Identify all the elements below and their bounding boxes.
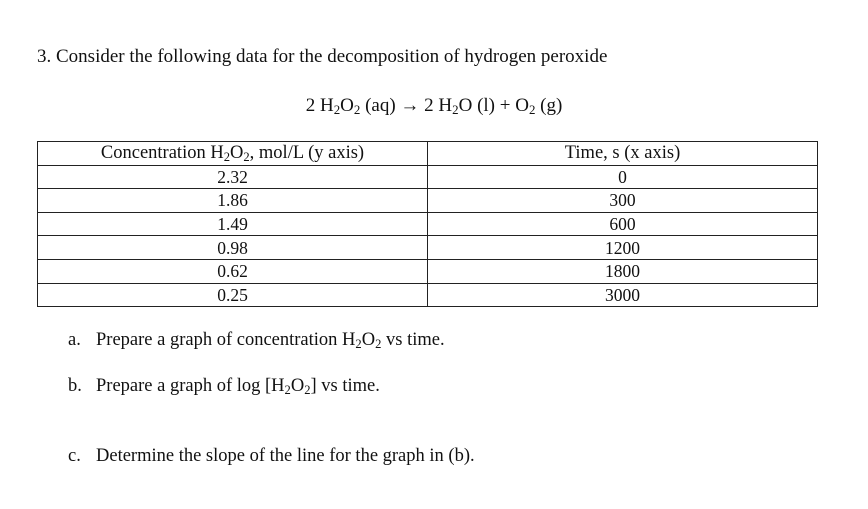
part-text: O: [361, 330, 376, 350]
equation-subscript: 2: [528, 102, 536, 118]
data-table: [37, 141, 818, 307]
time-cell: 600: [428, 212, 818, 236]
part-letter: b.: [68, 376, 82, 396]
time-cell: 0: [428, 165, 818, 189]
concentration-cell: 1.49: [38, 212, 428, 236]
part-subscript: 2: [284, 383, 291, 398]
part-subscript: 2: [355, 337, 362, 352]
header-time: Time, s (x axis): [428, 142, 818, 166]
part-a: [68, 330, 445, 351]
equation-part: (aq) → 2 H: [360, 95, 453, 116]
header-subscript: 2: [223, 150, 230, 165]
header-subscript: 2: [243, 150, 250, 165]
table-row: [38, 189, 818, 213]
part-subscript: 2: [375, 337, 382, 352]
part-b: [68, 376, 380, 397]
time-cell: 1800: [428, 259, 818, 283]
part-subscript: 2: [304, 383, 311, 398]
chemical-equation: [0, 95, 868, 117]
equation-part: 2 H: [305, 95, 334, 116]
equation-part: (g): [535, 95, 563, 116]
header-text: Concentration H: [100, 143, 224, 164]
header-text: , mol/L (y axis): [249, 143, 365, 164]
table-row: [38, 283, 818, 307]
concentration-cell: 1.86: [38, 189, 428, 213]
equation-part: O: [340, 95, 354, 116]
equation-part: O (l) + O: [458, 95, 529, 116]
table-row: [38, 212, 818, 236]
part-c: [68, 446, 475, 467]
table-header-row: [38, 142, 818, 166]
part-text: Determine the slope of the line for the graph in (b).: [96, 446, 475, 466]
table-row: [38, 236, 818, 260]
equation-subscript: 2: [353, 102, 361, 118]
table-row: [38, 165, 818, 189]
table-row: [38, 259, 818, 283]
concentration-cell: 2.32: [38, 165, 428, 189]
concentration-cell: 0.25: [38, 283, 428, 307]
part-text: vs time.: [381, 330, 445, 350]
time-cell: 3000: [428, 283, 818, 307]
concentration-cell: 0.62: [38, 259, 428, 283]
part-text: Prepare a graph of concentration H: [96, 330, 356, 350]
part-text: O: [290, 376, 305, 396]
header-text: O: [230, 143, 244, 164]
equation-subscript: 2: [452, 102, 459, 118]
question-number: 3.: [37, 46, 52, 67]
header-concentration: [38, 142, 428, 166]
part-text: Prepare a graph of log [H: [96, 376, 285, 396]
part-letter: a.: [68, 330, 81, 350]
time-cell: 300: [428, 189, 818, 213]
concentration-cell: 0.98: [38, 236, 428, 260]
part-text: ] vs time.: [310, 376, 380, 396]
equation-subscript: 2: [333, 102, 341, 118]
question-text: Consider the following data for the decomposition of hydrogen peroxide: [56, 46, 608, 67]
time-cell: 1200: [428, 236, 818, 260]
question-heading: [37, 46, 607, 68]
part-letter: c.: [68, 446, 81, 466]
